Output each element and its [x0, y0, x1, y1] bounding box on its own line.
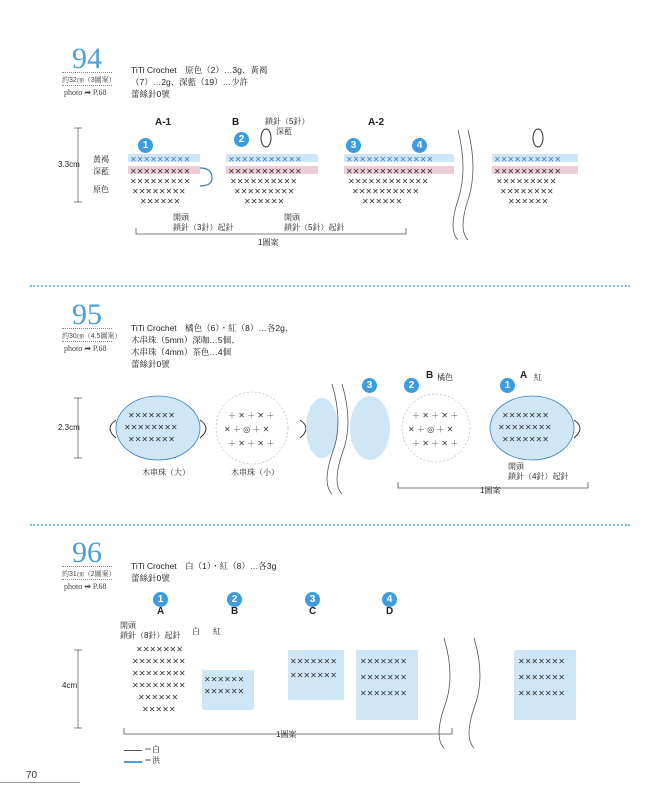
color-label: 原色	[93, 185, 109, 194]
section-label: A-2	[368, 117, 385, 128]
pattern-number-94: 94	[72, 42, 102, 75]
svg-text:✕✕✕✕✕✕✕: ✕✕✕✕✕✕✕	[502, 435, 549, 444]
svg-text:✕✕✕✕✕✕✕: ✕✕✕✕✕✕✕	[518, 673, 565, 682]
svg-text:＋ ✕ ＋ ✕ ＋: ＋ ✕ ＋ ✕ ＋	[228, 411, 275, 420]
svg-text:＋ ✕ ＋ ✕ ＋: ＋ ✕ ＋ ✕ ＋	[228, 439, 275, 448]
step-badge: 1	[153, 592, 168, 607]
svg-text:✕✕✕✕✕✕✕: ✕✕✕✕✕✕✕	[360, 657, 407, 666]
start-label: 開頭	[508, 462, 524, 471]
svg-text:✕✕✕✕✕✕✕✕✕✕✕: ✕✕✕✕✕✕✕✕✕✕✕	[228, 167, 302, 176]
svg-text:✕✕✕✕✕✕✕✕✕✕✕✕✕: ✕✕✕✕✕✕✕✕✕✕✕✕✕	[346, 155, 434, 164]
photo-reference: photo ➡ P.68	[64, 582, 107, 591]
motif-end	[492, 129, 578, 206]
svg-text:✕✕✕✕✕✕✕: ✕✕✕✕✕✕✕	[502, 411, 549, 420]
chain-color: 深藍	[276, 127, 292, 136]
svg-text:✕✕✕✕✕✕✕: ✕✕✕✕✕✕✕	[128, 435, 175, 444]
svg-text:＋ ✕ ＋ ✕ ＋: ＋ ✕ ＋ ✕ ＋	[412, 439, 459, 448]
photo-reference: photo ➡ P.68	[64, 344, 107, 353]
step-badge: 4	[382, 592, 397, 607]
step-badge: 1	[138, 138, 153, 153]
svg-text:✕✕✕✕✕✕✕✕✕: ✕✕✕✕✕✕✕✕✕	[130, 177, 191, 186]
height-label: 4cm	[62, 681, 78, 690]
svg-text:✕✕✕✕✕✕✕✕✕: ✕✕✕✕✕✕✕✕✕	[130, 155, 191, 164]
svg-text:✕✕✕✕✕✕: ✕✕✕✕✕✕	[244, 197, 285, 206]
svg-text:✕✕✕✕✕✕✕✕: ✕✕✕✕✕✕✕✕	[124, 423, 178, 432]
section-label: B	[231, 606, 239, 617]
step-badge: 1	[500, 378, 515, 393]
start-label: 鎖針（5針）起針	[284, 223, 345, 232]
start-label: 開頭	[173, 213, 189, 222]
pattern-size: 約30㎝（4.5圖案）	[62, 333, 122, 340]
step-badge: 3	[346, 138, 361, 153]
svg-text:✕✕✕✕✕✕✕: ✕✕✕✕✕✕✕	[518, 689, 565, 698]
svg-text:✕✕✕✕✕✕✕✕✕✕✕✕✕: ✕✕✕✕✕✕✕✕✕✕✕✕✕	[346, 167, 434, 176]
svg-text:✕✕✕✕✕✕✕: ✕✕✕✕✕✕✕	[136, 645, 183, 654]
bead-label: 木串珠（小）	[231, 468, 279, 477]
svg-text:✕✕✕✕✕✕: ✕✕✕✕✕✕	[138, 693, 179, 702]
legend-line-red	[124, 761, 142, 763]
materials	[131, 64, 267, 100]
divider	[62, 328, 112, 329]
photo-reference: photo ➡ P.68	[64, 88, 107, 97]
svg-text:✕✕✕✕✕✕: ✕✕✕✕✕✕	[204, 675, 245, 684]
start-label: 鎖針（4針）起針	[508, 472, 569, 481]
pattern-number-95: 95	[72, 298, 102, 331]
height-label: 3.3cm	[58, 160, 80, 169]
start-label: 開頭	[120, 621, 136, 630]
diagram-95	[0, 380, 663, 500]
svg-text:✕✕✕✕✕✕✕✕: ✕✕✕✕✕✕✕✕	[132, 657, 186, 666]
material-line: TiTi Crochet 橘色（6）・紅（8）…各2g、	[131, 323, 294, 333]
svg-text:✕✕✕✕✕✕✕✕✕✕: ✕✕✕✕✕✕✕✕✕✕	[494, 155, 562, 164]
section-label: A	[157, 606, 165, 617]
motif-a1	[128, 154, 212, 206]
divider	[62, 579, 112, 580]
svg-text:✕✕✕✕✕✕✕✕✕✕: ✕✕✕✕✕✕✕✕✕✕	[230, 177, 298, 186]
svg-text:✕✕✕✕✕✕✕✕✕✕: ✕✕✕✕✕✕✕✕✕✕	[352, 187, 420, 196]
section-label: A-1	[155, 117, 172, 128]
svg-text:✕✕✕✕✕✕✕✕: ✕✕✕✕✕✕✕✕	[132, 187, 186, 196]
svg-text:✕ ＋ ◎ ＋ ✕: ✕ ＋ ◎ ＋ ✕	[224, 425, 270, 434]
svg-text:✕✕✕✕✕✕: ✕✕✕✕✕✕	[140, 197, 181, 206]
pattern-size: 約31㎝（2圖案）	[62, 571, 116, 578]
section-divider	[30, 285, 630, 287]
color-label: 橘色	[437, 373, 453, 382]
divider	[62, 85, 112, 86]
svg-text:✕✕✕✕✕✕✕: ✕✕✕✕✕✕✕	[518, 657, 565, 666]
step-badge: 2	[234, 132, 249, 147]
material-line: 蕾絲針0號	[131, 89, 170, 99]
svg-text:✕✕✕✕✕✕✕✕✕: ✕✕✕✕✕✕✕✕✕	[234, 187, 295, 196]
svg-text:✕✕✕✕✕✕✕✕: ✕✕✕✕✕✕✕✕	[132, 681, 186, 690]
pattern-number-96: 96	[72, 536, 102, 569]
legend-label: ＝白	[144, 745, 160, 754]
step-badge: 3	[362, 378, 377, 393]
material-line: 蕾絲針0號	[131, 573, 170, 583]
divider	[62, 341, 112, 342]
section-label: C	[309, 606, 317, 617]
svg-text:✕✕✕✕✕✕✕✕: ✕✕✕✕✕✕✕✕	[498, 423, 552, 432]
material-line: 木串珠（4mm）茶色…4個	[131, 347, 232, 357]
legend-line-white	[124, 750, 142, 751]
material-line: TiTi Crochet 白（1）・紅（8）…各3g	[131, 561, 277, 571]
svg-text:✕✕✕✕✕✕✕: ✕✕✕✕✕✕✕	[290, 657, 337, 666]
motif-a2	[344, 154, 454, 206]
svg-text:✕✕✕✕✕✕✕✕✕✕✕✕: ✕✕✕✕✕✕✕✕✕✕✕✕	[348, 177, 429, 186]
start-label: 鎖針（3針）起針	[173, 223, 234, 232]
material-line: （7）…2g、深藍（19）…少許	[131, 77, 249, 87]
divider	[62, 72, 112, 73]
svg-text:✕✕✕✕✕: ✕✕✕✕✕	[142, 705, 176, 714]
height-label: 2.3cm	[58, 423, 80, 432]
svg-text:✕✕✕✕✕✕✕: ✕✕✕✕✕✕✕	[290, 671, 337, 680]
section-label: D	[386, 606, 394, 617]
svg-text:✕✕✕✕✕✕: ✕✕✕✕✕✕	[508, 197, 549, 206]
svg-text:✕✕✕✕✕✕✕: ✕✕✕✕✕✕✕	[360, 673, 407, 682]
svg-text:✕✕✕✕✕✕: ✕✕✕✕✕✕	[362, 197, 403, 206]
repeat-label: 1圖案	[258, 238, 279, 247]
page-number-rule	[0, 782, 80, 783]
svg-text:✕✕✕✕✕✕✕: ✕✕✕✕✕✕✕	[128, 411, 175, 420]
color-label: 白	[192, 627, 200, 636]
svg-text:✕✕✕✕✕✕✕✕✕✕✕: ✕✕✕✕✕✕✕✕✕✕✕	[228, 155, 302, 164]
start-label: 鎖針（8針）起針	[120, 631, 181, 640]
svg-text:✕✕✕✕✕✕: ✕✕✕✕✕✕	[204, 687, 245, 696]
step-badge: 2	[227, 592, 242, 607]
section-divider	[30, 524, 630, 526]
svg-text:✕✕✕✕✕✕✕✕✕: ✕✕✕✕✕✕✕✕✕	[130, 167, 191, 176]
svg-text:＋ ✕ ＋ ✕ ＋: ＋ ✕ ＋ ✕ ＋	[412, 411, 459, 420]
material-line: TiTi Crochet 原色（2）…3g、黃褐	[131, 65, 268, 75]
diagram-96	[0, 630, 663, 750]
color-label: 紅	[213, 627, 221, 636]
page-number: 70	[26, 770, 38, 781]
material-line: 蕾絲針0號	[131, 359, 170, 369]
step-badge: 3	[305, 592, 320, 607]
svg-text:✕✕✕✕✕✕✕✕: ✕✕✕✕✕✕✕✕	[132, 669, 186, 678]
materials	[131, 322, 293, 370]
svg-text:✕✕✕✕✕✕✕✕✕: ✕✕✕✕✕✕✕✕✕	[496, 177, 557, 186]
svg-text:✕ ＋ ◎ ＋ ✕: ✕ ＋ ◎ ＋ ✕	[408, 425, 454, 434]
color-label: 紅	[534, 373, 542, 382]
svg-text:✕✕✕✕✕✕✕✕✕✕: ✕✕✕✕✕✕✕✕✕✕	[494, 167, 562, 176]
start-label: 開頭	[284, 213, 300, 222]
color-label: 黃褐	[93, 155, 109, 164]
materials	[131, 560, 276, 584]
divider	[62, 566, 112, 567]
svg-text:✕✕✕✕✕✕✕✕: ✕✕✕✕✕✕✕✕	[500, 187, 554, 196]
step-badge: 2	[404, 378, 419, 393]
material-line: 木串珠（5mm）深咖…5個、	[131, 335, 240, 345]
repeat-label: 1圖案	[480, 486, 501, 495]
legend-label: ＝洪	[144, 756, 160, 765]
section-label: B	[426, 370, 434, 381]
step-badge: 4	[412, 138, 427, 153]
bead-label: 木串珠（大）	[142, 468, 190, 477]
chain-note: 鎖針（5針）	[265, 117, 310, 126]
pattern-size: 約32㎝（3圖案）	[62, 77, 116, 84]
color-label: 深藍	[93, 167, 109, 176]
section-label: B	[232, 117, 240, 128]
repeat-label: 1圖案	[276, 730, 297, 739]
section-label: A	[520, 370, 528, 381]
svg-text:✕✕✕✕✕✕✕: ✕✕✕✕✕✕✕	[360, 689, 407, 698]
